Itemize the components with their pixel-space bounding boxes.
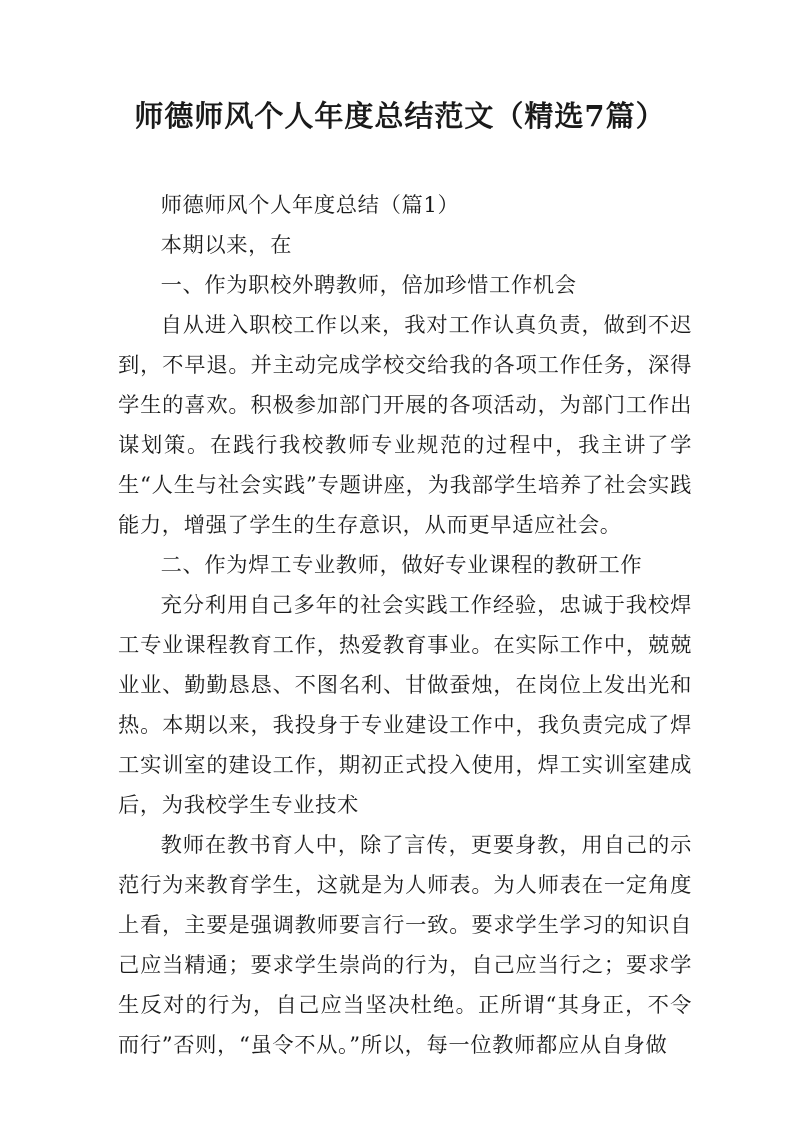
document-title: 师德师风个人年度总结范文（精选7篇） xyxy=(134,99,666,133)
paragraph: 自从进入职校工作以来，我对工作认真负责，做到不迟到，不早退。并主动完成学校交给我的各项工作任务，深得学生的喜欢。积极参加部门开展的各项活动，为部门工作出谋划策。在践行我校教师专业规范的过程中，我主讲了学生“人生与社会实践”专题讲座，为我部学生培养了社会实践能力，增强了学生的生存意识，从而更早适应社会。 xyxy=(118,313,692,538)
paragraph: 本期以来，在 xyxy=(160,233,292,258)
document-body xyxy=(118,186,692,1066)
section-heading: 一、作为职校外聘教师，倍加珍惜工作机会 xyxy=(160,273,577,298)
paragraph: 教师在教书育人中，除了言传，更要身教，用自己的示范行为来教育学生，这就是为人师表。为人师表在一定角度上看，主要是强调教师要言行一致。要求学生学习的知识自己应当精通；要求学生崇尚的行为，自己应当行之；要求学生反对的行为，自己应当坚决杜绝。正所谓“其身正，不令而行”否则，“虽令不从。”所以，每一位教师都应从自身做 xyxy=(118,833,692,1058)
section-heading: 师德师风个人年度总结（篇1） xyxy=(160,193,460,218)
paragraph: 充分利用自己多年的社会实践工作经验，忠诚于我校焊工专业课程教育工作，热爱教育事业。在实际工作中，兢兢业业、勤勤恳恳、不图名利、甘做蚕烛，在岗位上发出光和热。本期以来，我投身于专业建设工作中，我负责完成了焊工实训室的建设工作，期初正式投入使用，焊工实训室建成后，为我校学生专业技术 xyxy=(118,593,692,818)
section-heading: 二、作为焊工专业教师，做好专业课程的教研工作 xyxy=(160,553,643,578)
